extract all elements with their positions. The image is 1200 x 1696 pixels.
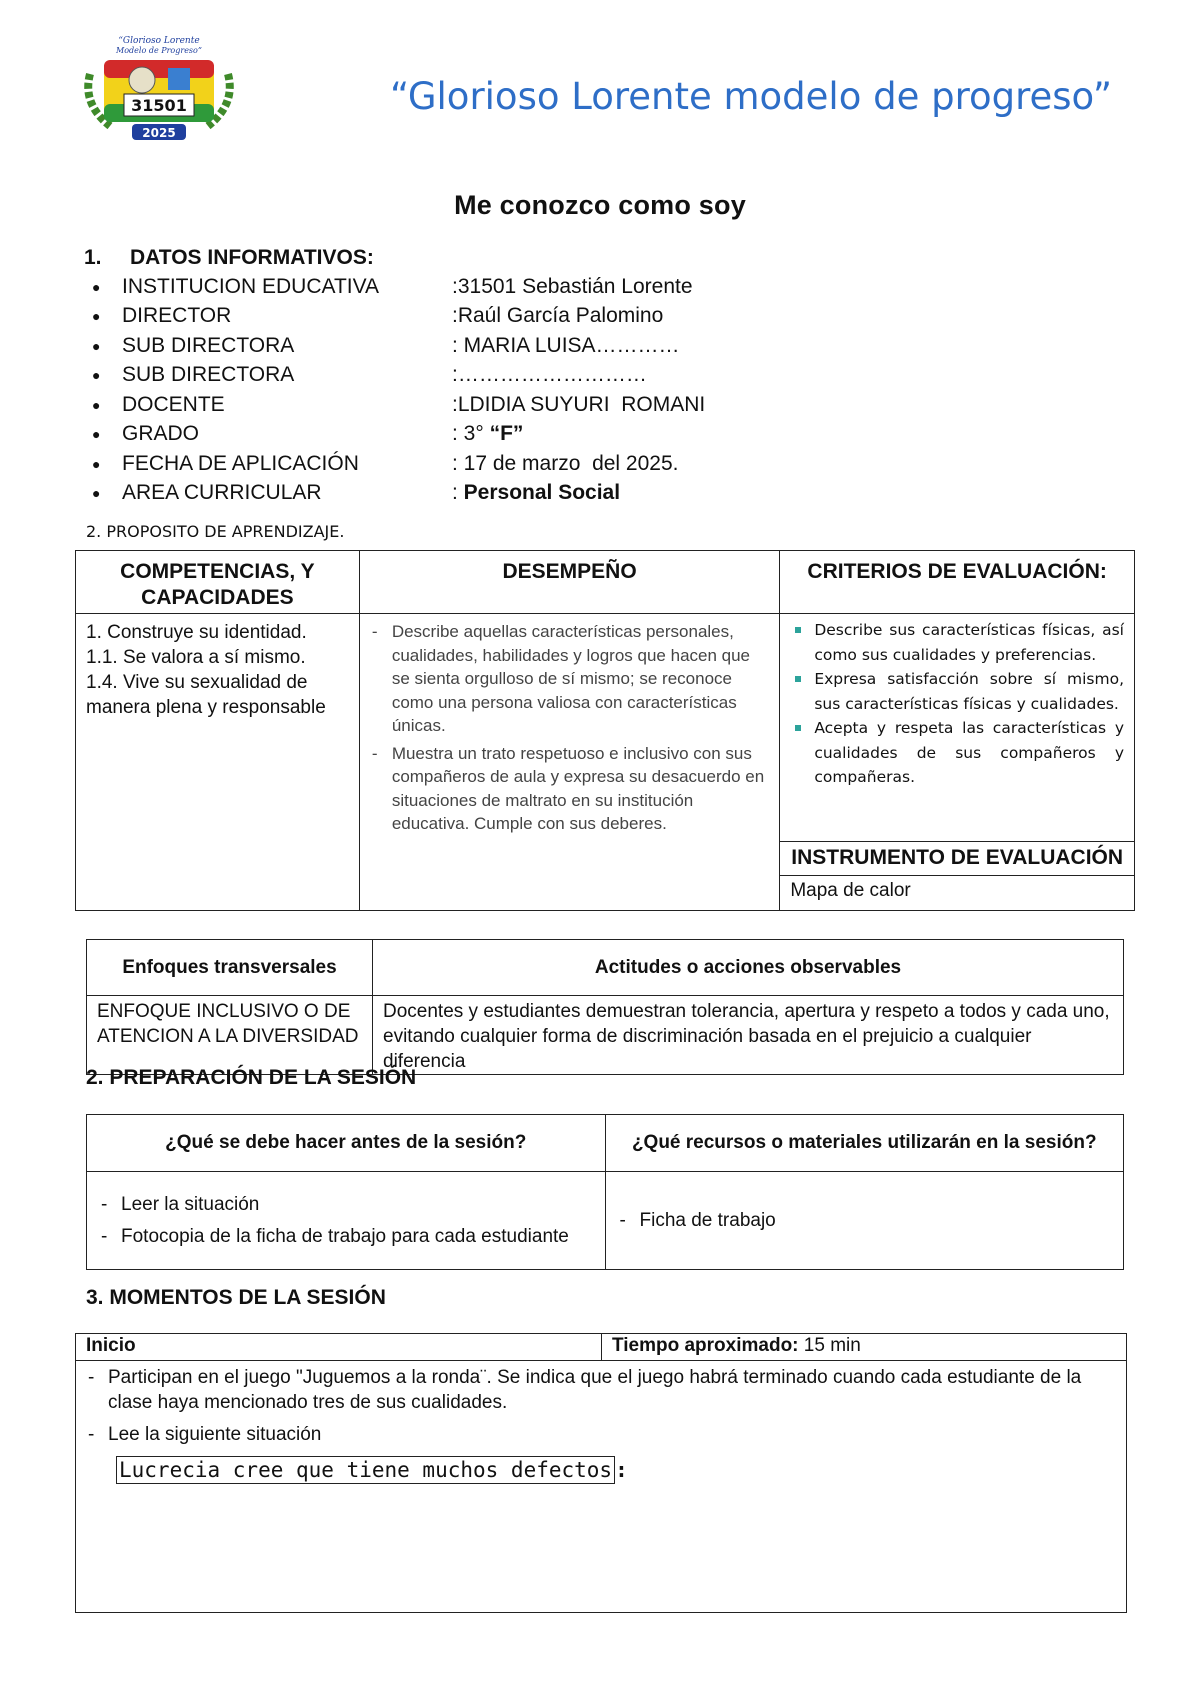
datos-label: SUB DIRECTORA (122, 363, 295, 387)
datos-heading-text: DATOS INFORMATIVOS: (130, 246, 374, 269)
situation-box: Lucrecia cree que tiene muchos defectos (116, 1456, 615, 1484)
momento-item: - Lee la siguiente situación (86, 1422, 1116, 1447)
datos-number: 1. (84, 246, 102, 269)
datos-value-bold: “F” (489, 422, 524, 446)
list-item: ● FECHA DE APLICACIÓN : 17 de marzo del 2025. (92, 451, 679, 475)
list-item: ● DOCENTE :LDIDIA SUYURI ROMANI (92, 392, 706, 416)
table-header: Enfoques transversales (87, 940, 373, 996)
datos-label: SUB DIRECTORA (122, 333, 295, 357)
criterios-cell (780, 614, 1135, 842)
list-item: ● INSTITUCION EDUCATIVA :31501 Sebastián Lorente (92, 274, 693, 298)
list-item: ● SUB DIRECTORA :……………………… (92, 363, 647, 387)
desempeno-item: - Describe aquellas características personales, cualidades, habilidades y logros que hacen que se sienta orgulloso de sí mismo; se reconoce como una persona valiosa con características únicas. (370, 620, 768, 738)
table-header: CRITERIOS DE EVALUACIÓN: (780, 551, 1135, 614)
header-title: “Glorioso Lorente modelo de progreso” (390, 75, 1113, 118)
datos-label: INSTITUCION EDUCATIVA (122, 274, 380, 298)
datos-value-bold: Personal Social (463, 481, 621, 505)
competencia-item: 1.1. Se valora a sí mismo. (86, 647, 306, 668)
preparacion-table (86, 1114, 1124, 1270)
datos-heading (84, 246, 374, 270)
competencia-item: 1.4. Vive su sexualidad de manera plena y responsable (86, 672, 326, 718)
datos-label: DIRECTOR (122, 304, 232, 328)
inicio-label: Inicio (86, 1335, 136, 1356)
competencias-cell (76, 614, 360, 911)
inicio-cell (76, 1334, 602, 1361)
datos-label: DOCENTE (122, 392, 225, 416)
logo-number: 31501 (131, 96, 187, 115)
momentos-heading: 3. MOMENTOS DE LA SESIÓN (86, 1286, 386, 1309)
logo-top-text: “Glorioso Lorente (118, 36, 200, 46)
datos-label: FECHA DE APLICACIÓN (122, 451, 359, 475)
tiempo-cell (602, 1334, 1127, 1361)
datos-list (84, 272, 984, 508)
datos-value: : 17 de marzo del 2025. (452, 451, 679, 475)
antes-cell (87, 1172, 606, 1270)
desempeno-item: - Muestra un trato respetuoso e inclusivo con sus compañeros de aula y expresa su desacuerdo en situaciones de maltrato en su institución educativa. Cumple con sus deberes. (370, 742, 768, 836)
tiempo-label: Tiempo aproximado: (612, 1335, 799, 1356)
datos-label: AREA CURRICULAR (122, 481, 322, 505)
list-item: ● GRADO : 3° “F” (92, 422, 524, 446)
datos-label: GRADO (122, 422, 200, 446)
criterio-item: Describe sus características físicas, así como sus cualidades y preferencias. (792, 618, 1124, 667)
instrumento-heading: INSTRUMENTO DE EVALUACIÓN (780, 842, 1135, 876)
proposito-heading: 2. PROPOSITO DE APRENDIZAJE. (86, 522, 345, 541)
actitud-cell: Docentes y estudiantes demuestran tolerancia, apertura y respeto a todos y cada uno, evitando cualquier forma de discriminación basada en el prejuicio a cualquier diferencia (373, 996, 1124, 1075)
datos-value: :LDIDIA SUYURI ROMANI (452, 392, 706, 416)
logo-year: 2025 (142, 126, 176, 140)
competencia-item: 1. Construye su identidad. (86, 622, 307, 643)
antes-item: - Leer la situación (99, 1189, 593, 1221)
datos-value: :Raúl García Palomino (452, 304, 664, 328)
table-header: Actitudes o acciones observables (373, 940, 1124, 996)
list-item: ● DIRECTOR :Raúl García Palomino (92, 304, 664, 328)
table-header: COMPETENCIAS, Y CAPACIDADES (76, 551, 360, 614)
datos-value: :31501 Sebastián Lorente (452, 274, 693, 298)
session-title: Me conozco como soy (454, 190, 746, 220)
instrumento-value: Mapa de calor (780, 876, 1135, 911)
datos-value: : 3° (452, 422, 490, 446)
situation-colon: : (615, 1458, 628, 1482)
table-header: ¿Qué recursos o materiales utilizarán en la sesión? (605, 1115, 1124, 1172)
list-item: ● SUB DIRECTORA : MARIA LUISA………… (92, 333, 680, 357)
antes-item: - Fotocopia de la ficha de trabajo para cada estudiante (99, 1221, 593, 1253)
criterio-item: Acepta y respeta las características y cualidades de sus compañeros y compañeras. (792, 716, 1124, 790)
enfoque-cell: ENFOQUE INCLUSIVO O DE ATENCION A LA DIVERSIDAD (87, 996, 373, 1075)
desempeno-cell (359, 614, 780, 911)
table-header: DESEMPEÑO (359, 551, 780, 614)
recurso-item: - Ficha de trabajo (618, 1205, 1112, 1237)
momento-item: - Participan en el juego "Juguemos a la ronda¨. Se indica que el juego habrá terminado cuando cada estudiante de la clase haya mencionado tres de sus cualidades. (86, 1365, 1116, 1415)
datos-value: : MARIA LUISA………… (452, 333, 680, 357)
logo-sub-text: Modelo de Progreso” (116, 46, 202, 55)
tiempo-value: 15 min (798, 1335, 861, 1356)
preparacion-heading: 2. PREPARACIÓN DE LA SESIÓN (86, 1066, 417, 1089)
recursos-cell (605, 1172, 1124, 1270)
enfoques-table (86, 939, 1124, 1075)
datos-value: : (452, 481, 464, 505)
datos-value: :……………………… (452, 363, 647, 387)
list-item: ● AREA CURRICULAR : Personal Social (92, 481, 621, 505)
momentos-table (75, 1333, 1127, 1613)
aprendizaje-table (75, 550, 1135, 911)
criterio-item: Expresa satisfacción sobre sí mismo, sus características físicas y cualidades. (792, 667, 1124, 716)
table-header: ¿Qué se debe hacer antes de la sesión? (87, 1115, 606, 1172)
inicio-body (76, 1361, 1127, 1613)
